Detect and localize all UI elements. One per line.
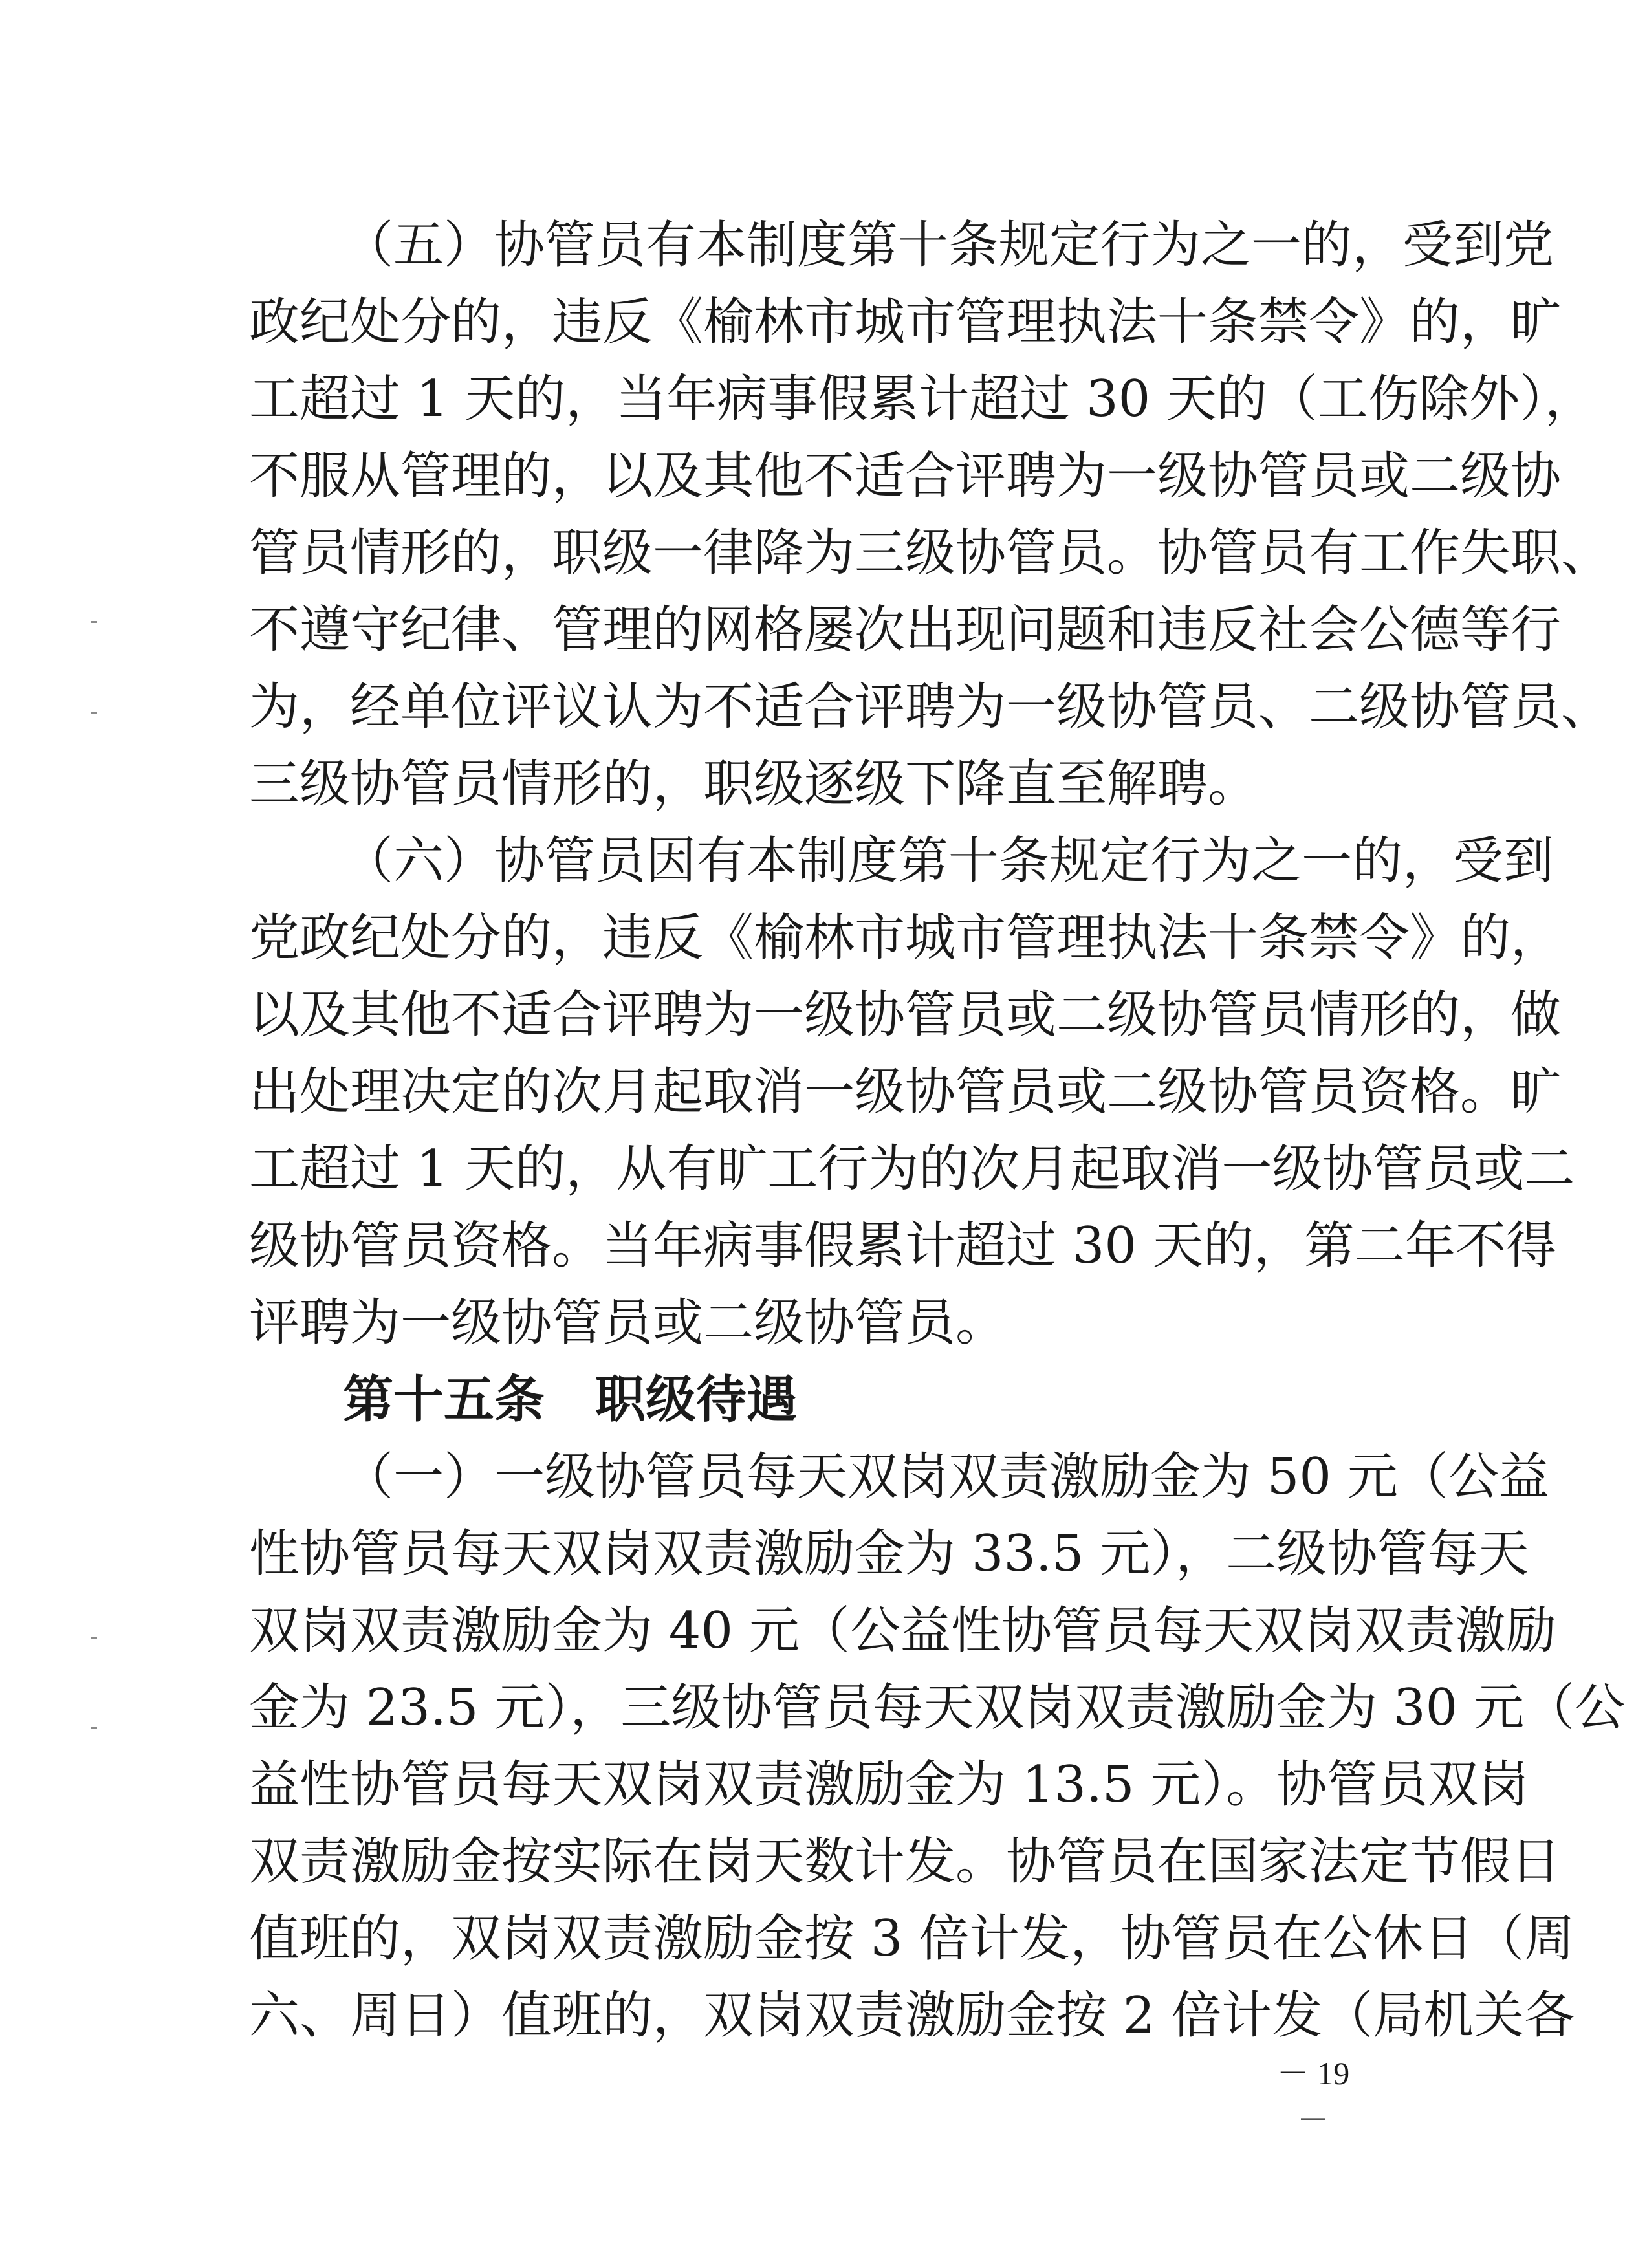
paragraph-6-line-7: 评聘为一级协管员或二级协管员。 [249, 1294, 1007, 1352]
margin-mark [91, 621, 97, 623]
paragraph-6-line-5: 工超过 1 天的，从有旷工行为的次月起取消一级协管员或二 [249, 1140, 1575, 1198]
page-number: － 19 － [1276, 2055, 1350, 2138]
paragraph-5-line-6: 不遵守纪律、管理的网格屡次出现问题和违反社会公德等行 [249, 601, 1562, 659]
paragraph-6-line-4: 出处理决定的次月起取消一级协管员或二级协管员资格。旷 [249, 1063, 1562, 1121]
paragraph-15-1-line-7: 值班的，双岗双责激励金按 3 倍计发，协管员在公休日（周 [249, 1910, 1575, 1968]
paragraph-15-1-line-2: 性协管员每天双岗双责激励金为 33.5 元），二级协管每天 [249, 1525, 1529, 1583]
paragraph-5-line-4: 不服从管理的，以及其他不适合评聘为一级协管员或二级协 [249, 447, 1562, 505]
paragraph-5-line-5: 管员情形的，职级一律降为三级协管员。协管员有工作失职、 [249, 524, 1612, 582]
paragraph-15-1-line-6: 双责激励金按实际在岗天数计发。协管员在国家法定节假日 [249, 1833, 1562, 1891]
paragraph-5-line-2: 政纪处分的，违反《榆林市城市管理执法十条禁令》的，旷 [249, 293, 1562, 351]
paragraph-5-line-3: 工超过 1 天的，当年病事假累计超过 30 天的（工伤除外）， [249, 370, 1596, 428]
paragraph-6-line-6: 级协管员资格。当年病事假累计超过 30 天的，第二年不得 [249, 1217, 1556, 1275]
paragraph-6-line-2: 党政纪处分的，违反《榆林市城市管理执法十条禁令》的， [249, 909, 1562, 967]
paragraph-15-1-line-4: 金为 23.5 元），三级协管员每天双岗双责激励金为 30 元（公 [249, 1679, 1625, 1737]
margin-mark [91, 712, 97, 714]
paragraph-15-1-line-5: 益性协管员每天双岗双责激励金为 13.5 元）。协管员双岗 [249, 1756, 1529, 1814]
paragraph-6-line-3: 以及其他不适合评聘为一级协管员或二级协管员情形的，做 [249, 986, 1562, 1044]
paragraph-15-1-line-3: 双岗双责激励金为 40 元（公益性协管员每天双岗双责激励 [249, 1602, 1556, 1660]
paragraph-6-line-1: （六）协管员因有本制度第十条规定行为之一的，受到 [343, 832, 1554, 890]
margin-mark [91, 1727, 97, 1729]
paragraph-15-1-line-1: （一）一级协管员每天双岗双责激励金为 50 元（公益 [343, 1448, 1549, 1506]
paragraph-15-1-line-8: 六、周日）值班的，双岗双责激励金按 2 倍计发（局机关各 [249, 1987, 1575, 2045]
article-15-heading: 第十五条 职级待遇 [343, 1370, 798, 1429]
paragraph-5-line-8: 三级协管员情形的，职级逐级下降直至解聘。 [249, 755, 1259, 813]
paragraph-5-line-7: 为，经单位评议认为不适合评聘为一级协管员、二级协管员、 [249, 678, 1612, 736]
paragraph-5-line-1: （五）协管员有本制度第十条规定行为之一的，受到党 [343, 216, 1554, 274]
margin-mark [91, 1637, 97, 1639]
